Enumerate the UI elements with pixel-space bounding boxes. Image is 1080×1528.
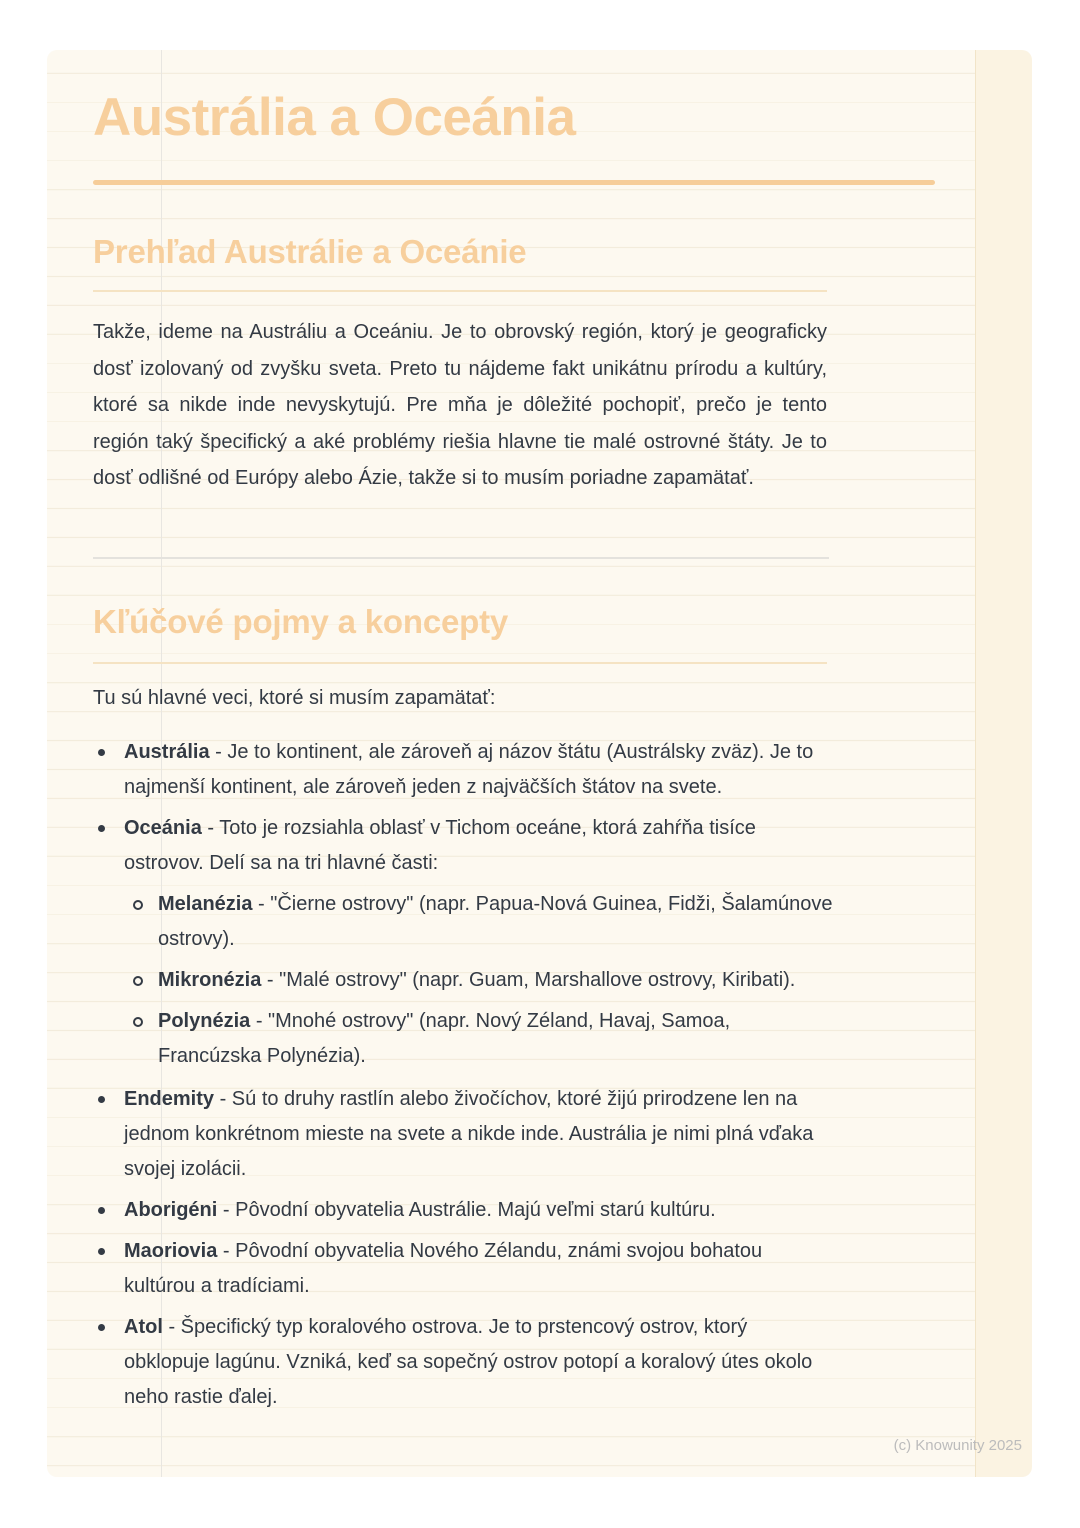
sub-list-item: Polynézia - "Mnohé ostrovy" (napr. Nový Zéland, Havaj, Samoa, Francúzska Polynézia). xyxy=(124,1004,833,1074)
page-title: Austrália a Oceánia xyxy=(93,88,576,147)
sub-list xyxy=(124,887,833,1074)
bullet-dot-icon xyxy=(98,1096,105,1103)
section-heading-concepts: Kľúčové pojmy a koncepty xyxy=(93,603,509,640)
sub-list-item: Melanézia - "Čierne ostrovy" (napr. Papua-Nová Guinea, Fidži, Šalamúnove ostrovy). xyxy=(124,887,833,957)
notebook-sheet xyxy=(47,50,1032,1477)
list-item: Aborigéni - Pôvodní obyvatelia Austrálie. Majú veľmi starú kultúru. xyxy=(93,1193,833,1228)
list-item-term: Oceánia xyxy=(124,817,202,839)
section-heading-concepts-underline xyxy=(93,662,827,664)
section-divider xyxy=(93,557,829,559)
list-item: Oceánia - Toto je rozsiahla oblasť v Tichom oceáne, ktorá zahŕňa tisíce ostrovov. Delí sa na tri hlavné časti: Melanézia - "Čierne ostrovy" (napr. Papua-Nová Guinea, Fidži, Šalamúnove ostrovy). Mikronézia - "Malé ostrovy" (napr. Guam, Marshallove ostrovy, Kiribati). Polynézia - "Mnohé ostrovy" (napr. Nový Zéland, Havaj, Samoa, Francúzska Polynézia). xyxy=(93,811,833,1074)
list-item-term: Aborigéni xyxy=(124,1199,218,1221)
title-rule xyxy=(93,180,935,185)
bullet-dot-icon xyxy=(98,1248,105,1255)
concepts-list xyxy=(93,735,833,1421)
list-item: Endemity - Sú to druhy rastlín alebo živočíchov, ktoré žijú prirodzene len na jednom konkrétnom mieste na svete a nikde inde. Austrália je nimi plná vďaka svojej izolácii. xyxy=(93,1082,833,1187)
bullet-dot-icon xyxy=(98,825,105,832)
bullet-circle-icon xyxy=(133,976,143,986)
bullet-dot-icon xyxy=(98,749,105,756)
list-item-term: Melanézia xyxy=(158,893,253,915)
bullet-dot-icon xyxy=(98,1207,105,1214)
bullet-circle-icon xyxy=(133,1017,143,1027)
bullet-circle-icon xyxy=(133,900,143,910)
sub-list-item: Mikronézia - "Malé ostrovy" (napr. Guam, Marshallove ostrovy, Kiribati). xyxy=(124,963,833,998)
right-band xyxy=(975,50,1032,1477)
list-item: Atol - Špecifický typ koralového ostrova. Je to prstencový ostrov, ktorý obklopuje lagúnu. Vzniká, keď sa sopečný ostrov potopí a koralový útes okolo neho rastie ďalej. xyxy=(93,1310,833,1415)
concepts-intro: Tu sú hlavné veci, ktoré si musím zapamätať: xyxy=(93,687,496,709)
list-item-term: Atol xyxy=(124,1316,163,1338)
section-heading-overview-underline xyxy=(93,290,827,292)
overview-paragraph: Takže, ideme na Austráliu a Oceániu. Je to obrovský región, ktorý je geograficky dosť izolovaný od zvyšku sveta. Preto tu nájdeme fakt unikátnu prírodu a kultúry, ktoré sa nikde inde nevyskytujú. Pre mňa je dôležité pochopiť, prečo je tento región taký špecifický a aké problémy riešia hlavne tie malé ostrovné štáty. Je to dosť odlišné od Európy alebo Ázie, takže si to musím poriadne zapamätať. xyxy=(93,321,827,490)
list-item-term: Mikronézia xyxy=(158,969,262,991)
list-item-term: Polynézia xyxy=(158,1010,251,1032)
section-heading-overview: Prehľad Austrálie a Oceánie xyxy=(93,233,527,270)
list-item: Maoriovia - Pôvodní obyvatelia Nového Zélandu, známi svojou bohatou kultúrou a tradíciami. xyxy=(93,1234,833,1304)
list-item: Austrália - Je to kontinent, ale zároveň aj názov štátu (Austrálsky zväz). Je to najmenší kontinent, ale zároveň jeden z najväčších štátov na svete. xyxy=(93,735,833,805)
list-item-term: Austrália xyxy=(124,741,210,763)
list-item-term: Maoriovia xyxy=(124,1240,218,1262)
list-item-term: Endemity xyxy=(124,1088,215,1110)
copyright-notice: (c) Knowunity 2025 xyxy=(893,1437,1022,1454)
bullet-dot-icon xyxy=(98,1324,105,1331)
